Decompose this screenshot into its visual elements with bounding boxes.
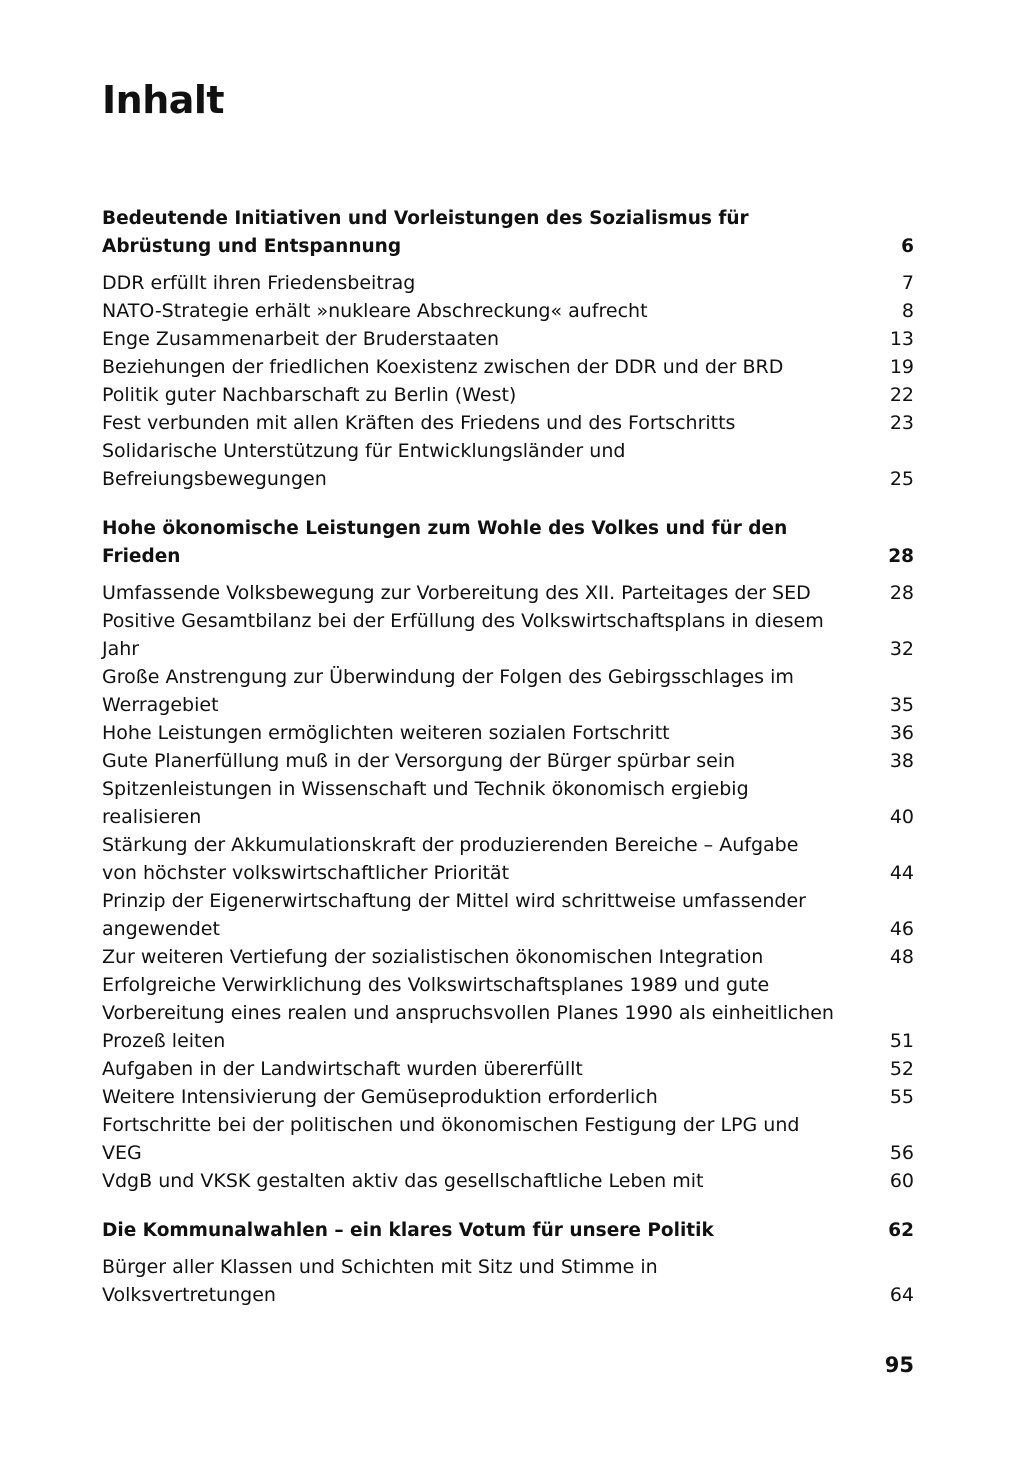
toc-entry-text: Große Anstrengung zur Überwindung der Folgen des Gebirgsschlages im Werragebiet [102, 666, 794, 716]
toc-entry-text: Bürger aller Klassen und Schichten mit Sitz und Stimme in Volksvertretungen [102, 1256, 658, 1306]
toc-page-number: 6 [901, 236, 914, 257]
toc-entry-text: Stärkung der Akkumulationskraft der produzierenden Bereiche – Aufgabe von höchster volkswirtschaftlicher Priorität [102, 834, 799, 884]
toc-entry-text: Politik guter Nachbarschaft zu Berlin (West) [102, 384, 517, 406]
toc-entry-text: Fortschritte bei der politischen und ökonomischen Festigung der LPG und VEG [102, 1114, 800, 1164]
toc-entry-text: Prinzip der Eigenerwirtschaftung der Mittel wird schrittweise umfassender angewendet [102, 890, 806, 940]
toc-page-number: 19 [889, 356, 914, 378]
toc-page-number: 25 [889, 468, 914, 490]
toc-heading-text: Hohe ökonomische Leistungen zum Wohle des Volkes und für den Frieden [102, 518, 788, 567]
toc-page-number: 7 [901, 272, 914, 294]
toc-entry [102, 437, 914, 493]
toc-entry-text: Enge Zusammenarbeit der Bruderstaaten [102, 328, 500, 350]
toc-page-number: 36 [889, 722, 914, 744]
toc-entry-text: Solidarische Unterstützung für Entwicklungsländer und Befreiungsbewegungen [102, 440, 626, 490]
toc-section [102, 515, 914, 1195]
toc-entry [102, 747, 914, 775]
toc-entry [102, 607, 914, 663]
toc-page-number: 64 [889, 1284, 914, 1306]
toc-entry-text: Erfolgreiche Verwirklichung des Volkswirtschaftsplanes 1989 und gute Vorbereitung eines realen und anspruchsvollen Planes 1990 als einheitlichen Prozeß leiten [102, 974, 834, 1052]
toc-entry [102, 943, 914, 971]
toc-section-heading [102, 205, 914, 261]
page-folio-number: 95 [884, 1353, 914, 1377]
toc-entry-text: NATO-Strategie erhält »nukleare Abschreckung« aufrecht [102, 300, 648, 322]
toc-entry [102, 775, 914, 831]
toc-page-number: 32 [889, 638, 914, 660]
toc-entry [102, 1055, 914, 1083]
toc-page-number: 23 [889, 412, 914, 434]
toc-page-number: 44 [889, 862, 914, 884]
toc-entry [102, 1111, 914, 1167]
toc-entry [102, 325, 914, 353]
toc-page-number: 52 [889, 1058, 914, 1080]
toc-entry [102, 719, 914, 747]
toc-entry [102, 887, 914, 943]
page-title: Inhalt [102, 78, 225, 122]
toc-entry-text: Positive Gesamtbilanz bei der Erfüllung des Volkswirtschaftsplans in diesem Jahr [102, 610, 824, 660]
toc-page-number: 28 [889, 582, 914, 604]
toc-page-number: 22 [889, 384, 914, 406]
toc-page-number: 60 [889, 1170, 914, 1192]
toc-entry-text: Weitere Intensivierung der Gemüseproduktion erforderlich [102, 1086, 658, 1108]
toc-entry-text: Umfassende Volksbewegung zur Vorbereitung des XII. Parteitages der SED [102, 582, 811, 604]
toc-entry-text: Beziehungen der friedlichen Koexistenz zwischen der DDR und der BRD [102, 356, 784, 378]
toc-entry-text: DDR erfüllt ihren Friedensbeitrag [102, 272, 416, 294]
toc-entry [102, 269, 914, 297]
toc-entry-text: VdgB und VKSK gestalten aktiv das gesellschaftliche Leben mit [102, 1170, 704, 1192]
toc-entry [102, 409, 914, 437]
toc-page-number: 38 [889, 750, 914, 772]
toc-section-heading [102, 1217, 914, 1245]
toc-entry [102, 381, 914, 409]
toc-entry [102, 831, 914, 887]
toc-page-number: 35 [889, 694, 914, 716]
toc-entry [102, 353, 914, 381]
toc-entry-text: Aufgaben in der Landwirtschaft wurden übererfüllt [102, 1058, 583, 1080]
toc-page-number: 13 [889, 328, 914, 350]
toc-entry [102, 971, 914, 1055]
toc-page-number: 56 [889, 1142, 914, 1164]
toc-entry [102, 1083, 914, 1111]
toc-page-number: 8 [901, 300, 914, 322]
toc-page-number: 51 [889, 1030, 914, 1052]
toc-entry [102, 1253, 914, 1309]
toc-entry-text: Spitzenleistungen in Wissenschaft und Technik ökonomisch ergiebig realisieren [102, 778, 749, 828]
toc-section-heading [102, 515, 914, 571]
toc-section [102, 205, 914, 493]
toc-page-number: 62 [888, 1220, 914, 1241]
toc-entry-text: Zur weiteren Vertiefung der sozialistischen ökonomischen Integration [102, 946, 764, 968]
toc-entry [102, 579, 914, 607]
toc-entry [102, 1167, 914, 1195]
toc-entry [102, 297, 914, 325]
toc-heading-text: Bedeutende Initiativen und Vorleistungen des Sozialismus für Abrüstung und Entspannung [102, 208, 749, 257]
toc-heading-text: Die Kommunalwahlen – ein klares Votum für unsere Politik [102, 1220, 714, 1241]
toc-entry-text: Gute Planerfüllung muß in der Versorgung der Bürger spürbar sein [102, 750, 736, 772]
toc-page-number: 40 [889, 806, 914, 828]
toc-page-number: 55 [889, 1086, 914, 1108]
toc-entry-text: Hohe Leistungen ermöglichten weiteren sozialen Fortschritt [102, 722, 670, 744]
toc-entry-text: Fest verbunden mit allen Kräften des Friedens und des Fortschritts [102, 412, 736, 434]
table-of-contents [102, 205, 914, 1331]
toc-page-number: 28 [888, 546, 914, 567]
toc-page-number: 46 [889, 918, 914, 940]
toc-entry [102, 663, 914, 719]
toc-section [102, 1217, 914, 1309]
toc-page-number: 48 [889, 946, 914, 968]
